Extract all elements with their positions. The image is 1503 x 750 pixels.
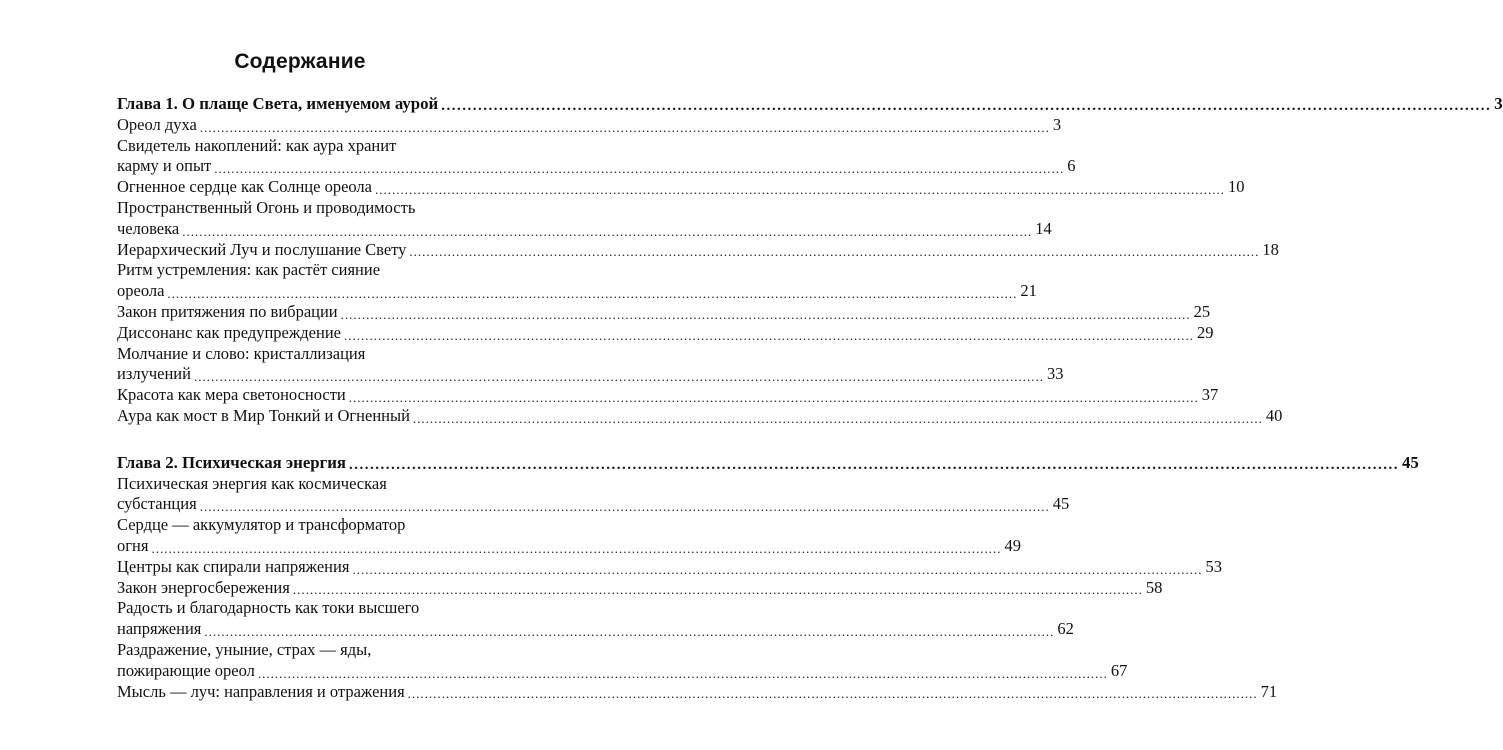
toc-entry [117,239,1279,261]
entry-title-line: Свидетель накоплений: как аура хранит [117,135,397,155]
toc-entry [117,260,1037,302]
dot-leader: ........................................................................................................................................................................................................ [193,369,1044,385]
toc-entry [117,639,1128,682]
page-number: 62 [1057,619,1074,639]
dot-leader: ........................................................................................................................................................................................................ [348,456,1399,473]
chapter-block [117,452,1419,703]
entry-title-line: карму и опыт [117,156,212,176]
entry-title-line: Закон притяжения по вибрации [117,301,338,321]
dot-leader: ........................................................................................................................................................................................................ [340,306,1191,322]
page-number: 67 [1110,660,1128,680]
entry-title-line: Аура как мост в Мир Тонкий и Огненный [117,405,410,425]
page-number: 14 [1035,218,1052,238]
toc-entry [117,598,1074,640]
toc-entry [117,577,1163,599]
toc-entry [117,301,1211,323]
toc-entry [117,177,1245,198]
entry-title-line: Молчание и слово: кристаллизация [117,343,366,363]
entry-title-line: пожирающие ореол [117,660,255,680]
entry-title-line: Мысль — луч: направления и отражения [117,681,405,701]
page-number: 10 [1227,177,1245,197]
toc-entry [117,114,1062,136]
chapter-block [117,94,1503,427]
page-number: 40 [1265,405,1283,425]
entry-title-line: Центры как спирали напряжения [117,556,350,576]
entry-title-line: человека [117,218,180,238]
entry-title-line: субстанция [117,494,197,514]
toc-entry [117,515,1021,557]
page-number: 37 [1201,385,1219,405]
dot-leader: ........................................................................................................................................................................................................ [199,499,1050,515]
entry-title-line: Сердце — аккумулятор и трансформатор [117,515,406,535]
entry-title-line: огня [117,535,149,555]
dot-leader: ........................................................................................................................................................................................................ [352,561,1203,577]
dot-leader: ........................................................................................................................................................................................................ [204,623,1055,639]
dot-leader: ........................................................................................................................................................................................................ [167,285,1018,301]
page-number: 18 [1262,239,1279,259]
entry-title-line: Ореол духа [117,114,197,134]
page-title: Содержание [234,50,366,73]
toc-entry [117,681,1278,703]
entry-title-line: Радость и благодарность как токи высшего [117,598,420,618]
page-number: 49 [1004,535,1021,555]
entry-title-line: Психическая энергия как космическая [117,473,387,493]
entry-title-line: Закон энергосбережения [117,577,290,597]
page-number: 25 [1193,301,1211,321]
page-number: 21 [1020,281,1037,301]
toc-entry [117,197,1052,240]
entry-title-line: напряжения [117,619,202,639]
dot-leader: ........................................................................................................................................................................................................ [412,410,1263,426]
page-number: 29 [1196,322,1214,342]
page-number: 53 [1205,556,1222,576]
entry-title-line: Огненное сердце как Солнце ореола [117,177,372,197]
dot-leader: ........................................................................................................................................................................................................ [151,540,1002,556]
entry-title-line: Глава 1. О плаще Света, именуемом аурой [117,94,439,113]
page-number: 6 [1067,156,1076,176]
chapter-heading [117,452,1419,474]
dot-leader: ........................................................................................................................................................................................................ [441,97,1492,114]
entry-title-line: Иерархический Луч и послушание Свету [117,239,407,259]
entry-title-line: Ритм устремления: как растёт сияние [117,260,381,280]
dot-leader: ........................................................................................................................................................................................................ [407,686,1258,702]
toc-entry [117,405,1283,427]
dot-leader: ........................................................................................................................................................................................................ [199,119,1050,135]
entry-title-line: излучений [117,364,191,384]
dot-leader: ........................................................................................................................................................................................................ [182,223,1033,239]
dot-leader: ........................................................................................................................................................................................................ [348,389,1199,405]
page-number: 45 [1052,494,1070,514]
dot-leader: ........................................................................................................................................................................................................ [409,244,1260,260]
entry-title-line: Красота как мера светоносности [117,385,346,405]
entry-title-line: Диссонанс как предупреждение [117,322,341,342]
page-number: 3 [1494,94,1503,113]
page-number: 33 [1046,364,1064,384]
table-of-contents [117,94,1503,728]
toc-entry [117,135,1076,178]
toc-entry [117,473,1070,516]
toc-entry [117,343,1064,386]
dot-leader: ........................................................................................................................................................................................................ [343,327,1194,343]
page-number: 45 [1401,452,1419,472]
toc-entry [117,322,1214,344]
page-number: 3 [1052,114,1062,134]
page-number: 71 [1260,681,1278,701]
dot-leader: ........................................................................................................................................................................................................ [292,582,1143,598]
entry-title-line: ореола [117,281,165,301]
dot-leader: ........................................................................................................................................................................................................ [257,665,1108,681]
page-number: 58 [1145,577,1163,597]
toc-entry [117,556,1222,578]
toc-entry [117,385,1219,406]
entry-title-line: Пространственный Огонь и проводимость [117,197,416,217]
dot-leader: ........................................................................................................................................................................................................ [374,181,1225,197]
dot-leader: ........................................................................................................................................................................................................ [214,161,1065,177]
chapter-heading [117,94,1503,115]
entry-title-line: Раздражение, уныние, страх — яды, [117,639,372,659]
entry-title-line: Глава 2. Психическая энергия [117,452,346,472]
